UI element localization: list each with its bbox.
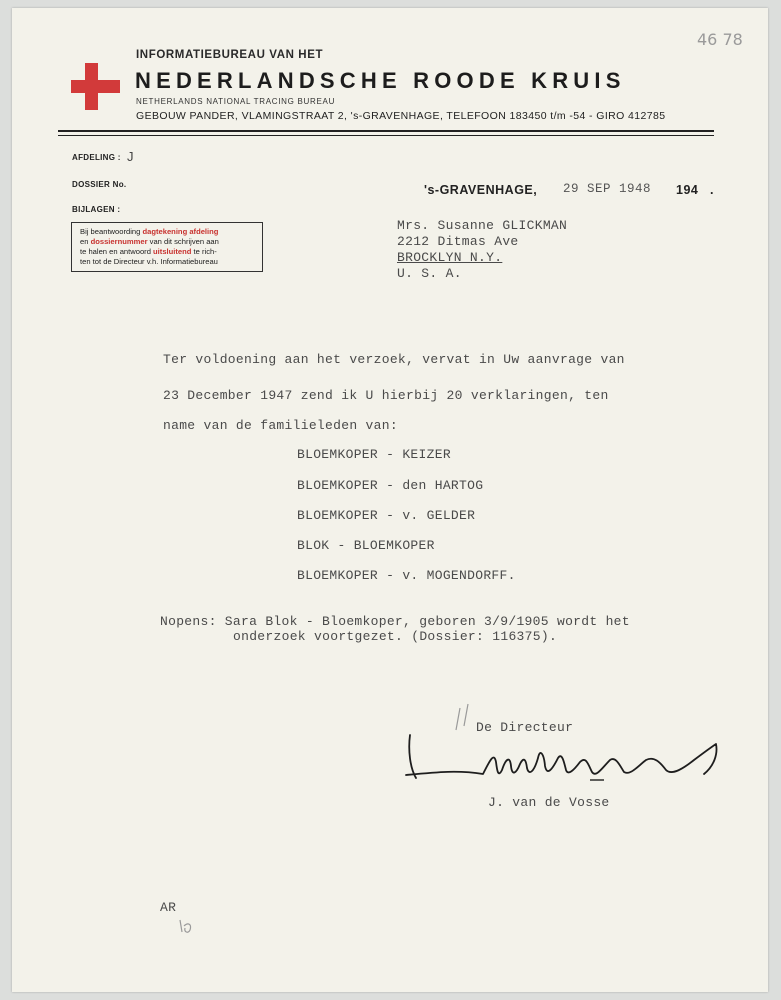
recipient-street: 2212 Ditmas Ave: [397, 234, 519, 249]
red-cross-logo-bar: [71, 80, 120, 93]
date-city: 's-GRAVENHAGE,: [424, 183, 538, 197]
date-year: 194: [676, 183, 699, 197]
date-dot: .: [710, 183, 714, 197]
reply-notice-box: Bij beantwoording dagtekening afdeling en dossiernummer van dit schrijven aan te halen en antwoord uitsluitend te rich- ten tot de Directeur v.h. Informatiebureau: [71, 222, 263, 272]
director-name: J. van de Vosse: [488, 795, 610, 810]
recipient-name: Mrs. Susanne GLICKMAN: [397, 218, 568, 233]
afdeling-label: AFDELING :: [72, 153, 121, 162]
header-line1: INFORMATIEBUREAU VAN HET: [136, 49, 324, 61]
signature: [398, 700, 728, 795]
body-line-2: 23 December 1947 zend ik U hierbij 20 verklaringen, ten: [163, 388, 609, 403]
letter-sheet: [12, 8, 768, 992]
recipient-country: U. S. A.: [397, 266, 462, 281]
header-rule-thin: [58, 135, 714, 136]
bijlagen-label: BIJLAGEN :: [72, 205, 121, 214]
body-line-1: Ter voldoening aan het verzoek, vervat in Uw aanvrage van: [163, 352, 625, 367]
pencil-note: 46 78: [697, 30, 743, 49]
note-line-2: onderzoek voortgezet. (Dossier: 116375).: [233, 629, 558, 644]
pencil-mark: [176, 914, 200, 938]
family-item: BLOK - BLOEMKOPER: [297, 538, 435, 553]
date-stamp: 29 SEP 1948: [563, 182, 652, 196]
closing-title: De Directeur: [476, 720, 574, 735]
recipient-city: BROCKLYN N.Y.: [397, 250, 503, 265]
family-item: BLOEMKOPER - v. MOGENDORFF.: [297, 568, 516, 583]
header-subtitle: NETHERLANDS NATIONAL TRACING BUREAU: [136, 97, 336, 106]
family-item: BLOEMKOPER - v. GELDER: [297, 508, 476, 523]
dossier-label: DOSSIER No.: [72, 180, 127, 189]
afdeling-value: J: [127, 149, 134, 164]
family-item: BLOEMKOPER - KEIZER: [297, 447, 451, 462]
note-line-1: Nopens: Sara Blok - Bloemkoper, geboren 3/9/1905 wordt het: [160, 614, 630, 629]
header-rule: [58, 130, 714, 132]
family-item: BLOEMKOPER - den HARTOG: [297, 478, 484, 493]
organization-name: NEDERLANDSCHE ROODE KRUIS: [135, 68, 626, 93]
header-address: GEBOUW PANDER, VLAMINGSTRAAT 2, 's-GRAVENHAGE, TELEFOON 183450 t/m -54 - GIRO 412785: [136, 110, 666, 122]
body-line-3: name van de familieleden van:: [163, 418, 398, 433]
typist-initials: AR: [160, 900, 177, 915]
